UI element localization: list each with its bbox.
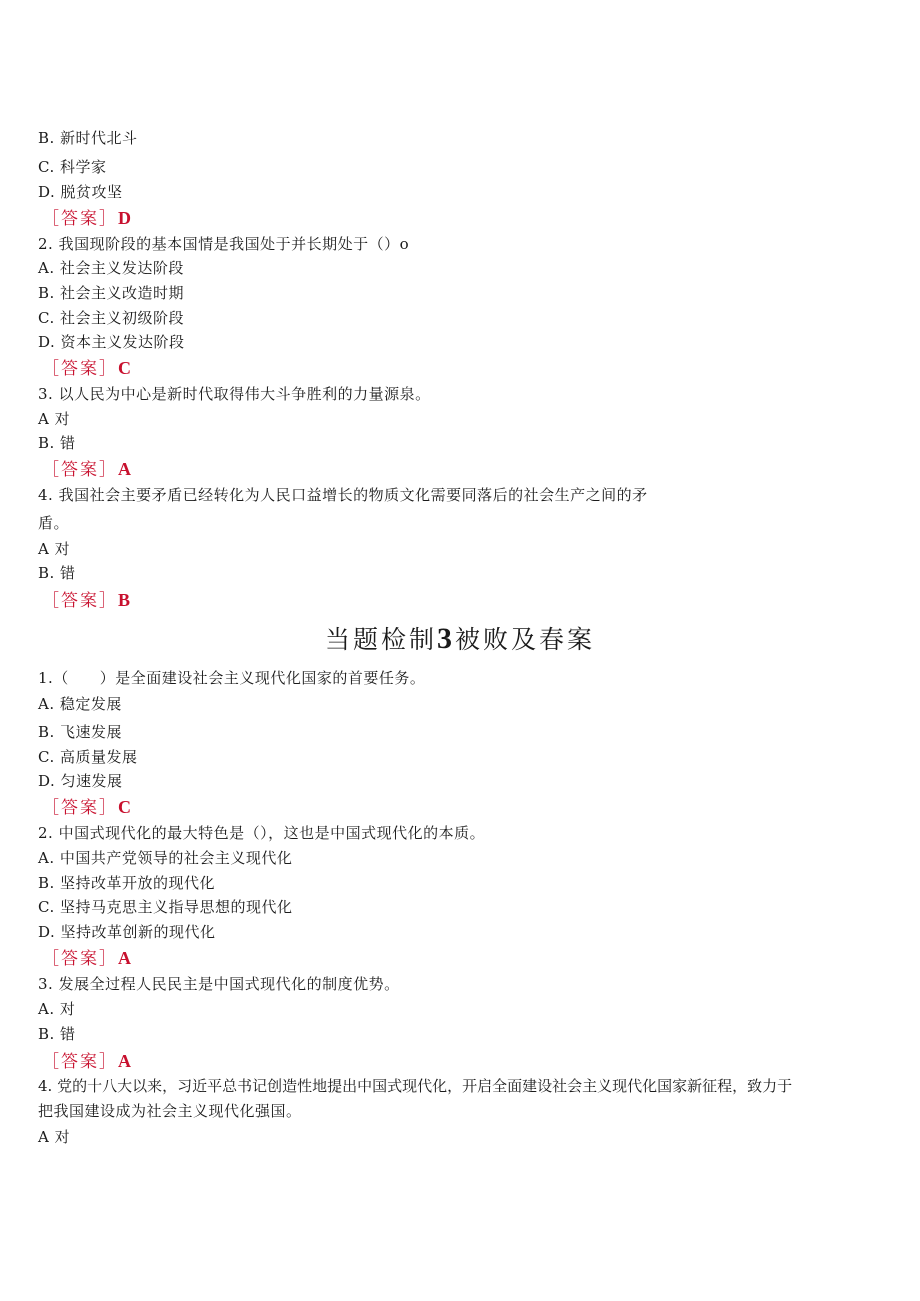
section-title-before: 当题检制 xyxy=(324,625,437,654)
answer-prefix: ［答案］ xyxy=(42,1052,118,1072)
option-a: A. 社会主义发达阶段 xyxy=(38,259,184,277)
option-c: C. 社会主义初级阶段 xyxy=(38,309,184,327)
question-text: 4. 党的十八大以来，习近平总书记创造性地提出中国式现代化，开启全面建设社会主义现代化国家新征程，致力于 xyxy=(38,1077,793,1095)
question-text: 3. 发展全过程人民民主是中国式现代化的制度优势。 xyxy=(38,975,400,993)
option-a: A 对 xyxy=(38,410,71,428)
question-text: 3. 以人民为中心是新时代取得伟大斗争胜利的力量源泉。 xyxy=(38,385,431,403)
option-c: C. 科学家 xyxy=(38,158,107,176)
question-text: 1.（ ）是全面建设社会主义现代化国家的首要任务。 xyxy=(38,669,426,687)
option-c: C. 坚持马克思主义指导思想的现代化 xyxy=(38,898,293,916)
answer-line xyxy=(42,796,131,819)
option-b: B. 坚持改革开放的现代化 xyxy=(38,874,216,892)
answer-prefix: ［答案］ xyxy=(42,798,118,818)
answer-prefix: ［答案］ xyxy=(42,359,118,379)
answer-line xyxy=(42,458,131,481)
answer-line xyxy=(42,207,131,230)
option-a: A 对 xyxy=(38,540,71,558)
option-b: B. 错 xyxy=(38,1025,76,1043)
option-c: C. 高质量发展 xyxy=(38,748,138,766)
option-a: A. 稳定发展 xyxy=(38,695,122,713)
answer-prefix: ［答案］ xyxy=(42,949,118,969)
answer-prefix: ［答案］ xyxy=(42,460,118,480)
option-d: D. 匀速发展 xyxy=(38,772,123,790)
option-a: A. 对 xyxy=(38,1000,76,1018)
answer-prefix: ［答案］ xyxy=(42,591,118,611)
answer-prefix: ［答案］ xyxy=(42,209,118,229)
option-b: B. 错 xyxy=(38,434,76,452)
section-title xyxy=(0,622,920,657)
option-a: A 对 xyxy=(38,1128,71,1146)
answer-line xyxy=(42,947,131,970)
option-b: B. 新时代北斗 xyxy=(38,129,138,147)
answer-letter: A xyxy=(118,948,131,968)
option-a: A. 中国共产党领导的社会主义现代化 xyxy=(38,849,293,867)
answer-letter: C xyxy=(118,358,131,378)
answer-letter: D xyxy=(118,208,131,228)
question-text: 4. 我国社会主要矛盾已经转化为人民口益增长的物质文化需要同落后的社会生产之间的矛 xyxy=(38,486,648,504)
answer-letter: C xyxy=(118,797,131,817)
question-text-continued: 把我国建设成为社会主义现代化强国。 xyxy=(38,1102,302,1120)
option-b: B. 错 xyxy=(38,564,76,582)
question-text-continued: 盾。 xyxy=(38,514,70,532)
option-b: B. 飞速发展 xyxy=(38,723,123,741)
option-d: D. 资本主义发达阶段 xyxy=(38,333,185,351)
answer-letter: B xyxy=(118,590,131,610)
answer-letter: A xyxy=(118,459,131,479)
option-d: D. 坚持改革创新的现代化 xyxy=(38,923,216,941)
answer-letter: A xyxy=(118,1051,131,1071)
answer-line xyxy=(42,1050,131,1073)
question-text: 2. 我国现阶段的基本国情是我国处于并长期处于（）o xyxy=(38,235,410,253)
option-d: D. 脱贫攻坚 xyxy=(38,183,123,201)
answer-line xyxy=(42,589,130,612)
section-title-number: 3 xyxy=(437,622,455,655)
question-text: 2. 中国式现代化的最大特色是（），这也是中国式现代化的本质。 xyxy=(38,824,486,842)
section-title-after: 被败及春案 xyxy=(455,625,596,654)
answer-line xyxy=(42,357,131,380)
option-b: B. 社会主义改造时期 xyxy=(38,284,185,302)
